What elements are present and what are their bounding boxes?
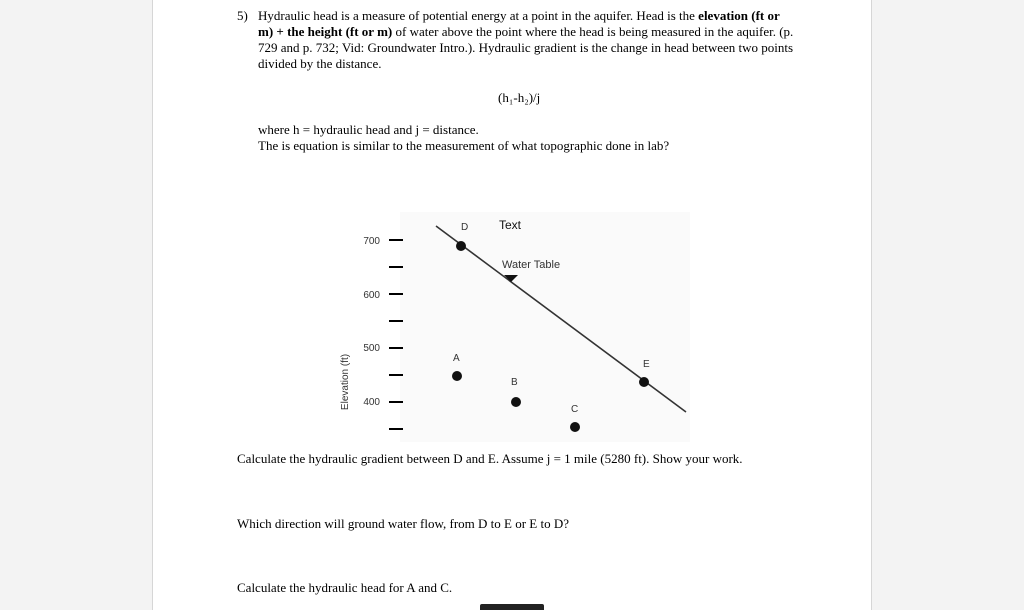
question-5 — [237, 8, 797, 72]
y-axis-label: Elevation (ft) — [340, 353, 351, 411]
figure-background — [400, 212, 690, 442]
point-label-a: A — [453, 353, 460, 364]
tick-label-400: 400 — [363, 397, 380, 408]
point-c — [570, 422, 580, 432]
point-b — [511, 397, 521, 407]
bold-definition: elevation (ft or m) + the height (ft or m) — [258, 8, 780, 39]
figure-text-label: Text — [499, 218, 522, 232]
question-number: 5) — [237, 8, 248, 23]
water-table-label: Water Table — [502, 259, 561, 271]
followup-question: The is equation is similar to the measurement of what topographic done in lab? — [258, 138, 670, 153]
definitions — [258, 122, 798, 154]
definition-line: where h = hydraulic head and j = distance. — [258, 122, 479, 137]
point-label-e: E — [643, 359, 650, 370]
gradient-formula: (h₁-h₂)/j — [498, 90, 541, 105]
direction-question: Which direction will ground water flow, from D to E or E to D? — [237, 516, 570, 531]
point-label-d: D — [461, 222, 469, 233]
point-a — [452, 371, 462, 381]
head-question: Calculate the hydraulic head for A and C. — [237, 580, 453, 595]
gradient-question: Calculate the hydraulic gradient between D and E. Assume j = 1 mile (5280 ft). Show your work. — [237, 451, 743, 466]
tick-label-700: 700 — [363, 236, 380, 247]
tick-label-600: 600 — [363, 290, 380, 301]
water-table-figure — [330, 212, 690, 442]
point-label-b: B — [511, 377, 518, 388]
point-label-c: C — [571, 404, 579, 415]
question-5-text: Hydraulic head is a measure of potential energy at a point in the aquifer. Head is the elevation (ft or m) + the height (ft or m) of water above the point where the head is being measured in the aquifer. (p. 729 and p. 732; Vid: Groundwater Intro.). Hydraulic gradient is the change in head between two points divided by the distance. — [258, 8, 794, 71]
bottom-tab-handle[interactable] — [480, 604, 544, 610]
point-e — [639, 377, 649, 387]
figure-svg — [330, 212, 690, 442]
tick-label-500: 500 — [363, 343, 380, 354]
point-d — [456, 241, 466, 251]
